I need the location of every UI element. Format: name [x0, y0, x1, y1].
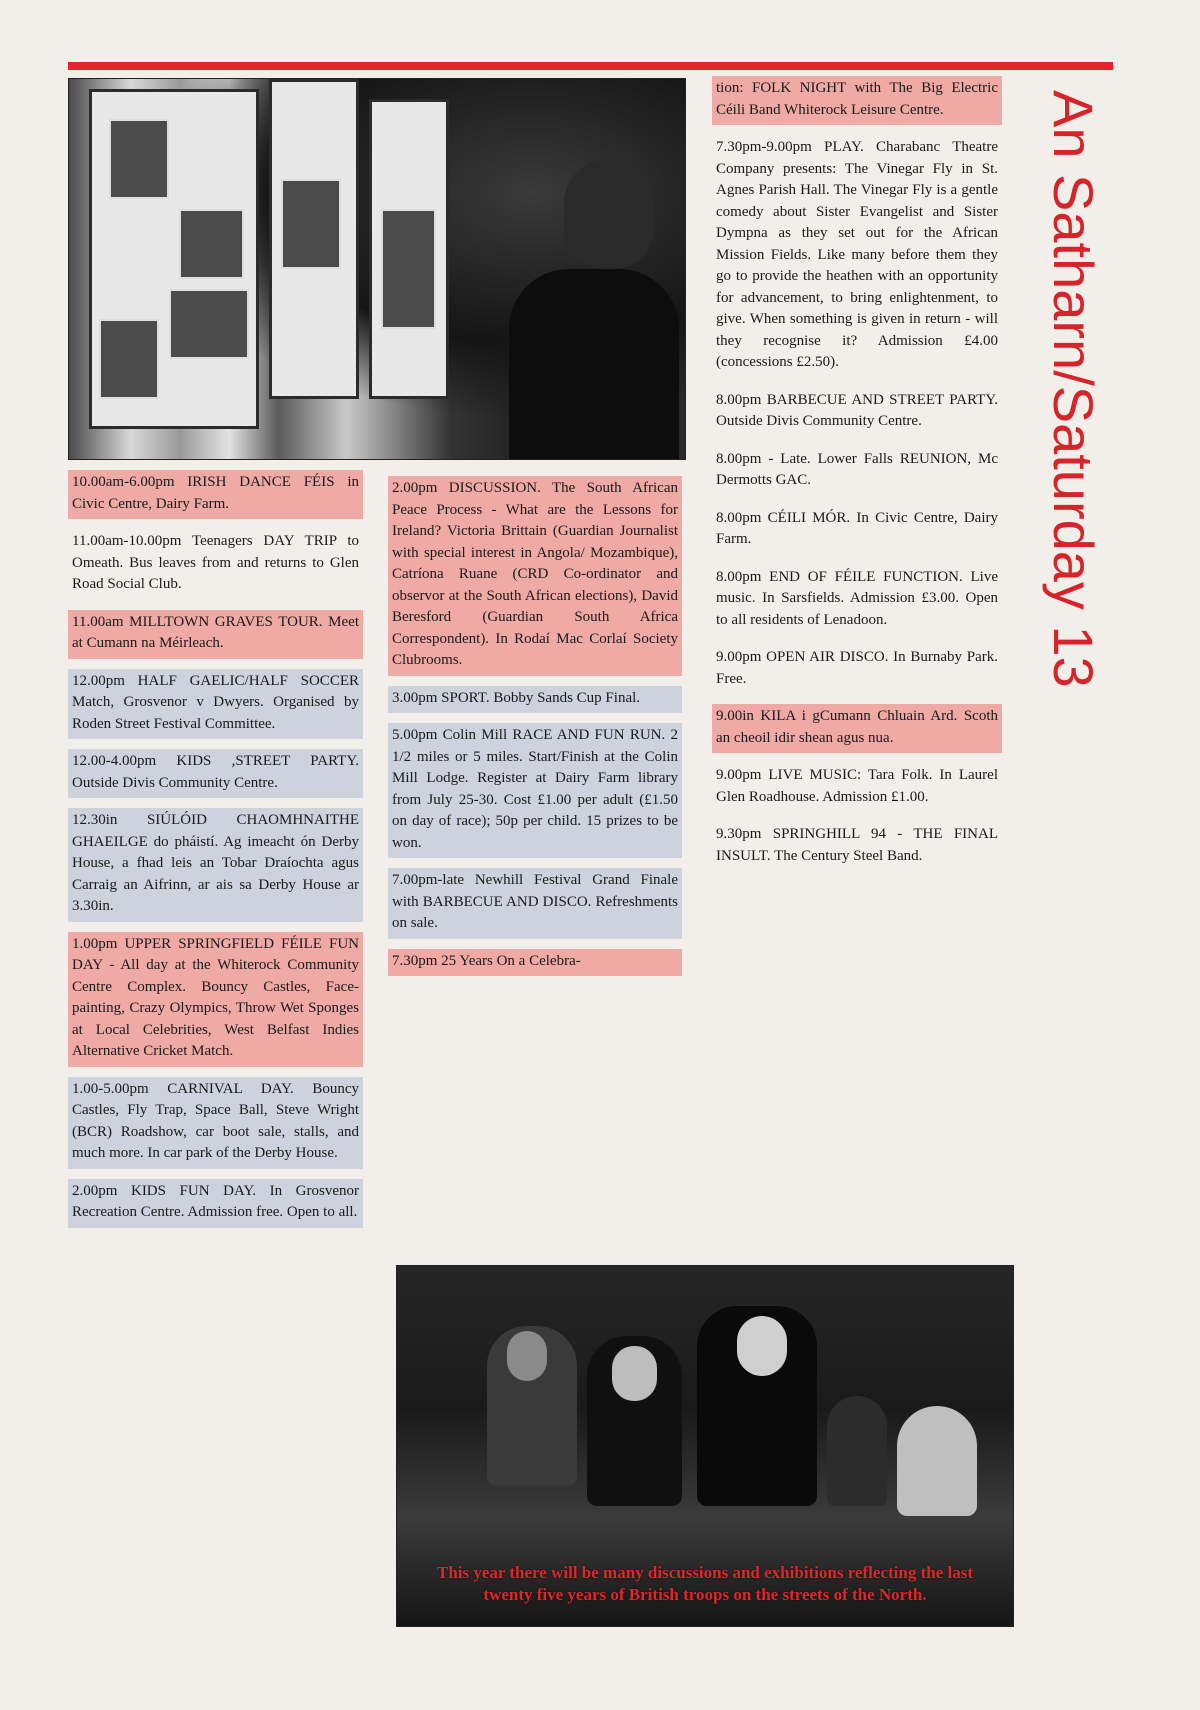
- listing-entry: 5.00pm Colin Mill RACE AND FUN RUN. 2 1/2 miles or 5 miles. Start/Finish at the Colin Mill Lodge. Register at Dairy Farm library from July 25-30. Cost £1.00 per adult (£1.50 on day of race); 50p per child. 15 prizes to be won.: [388, 723, 682, 858]
- audience-photo: [396, 1265, 1014, 1627]
- listing-entry: tion: FOLK NIGHT with The Big Electric Céili Band Whiterock Leisure Centre.: [712, 76, 1002, 125]
- column-middle: [388, 476, 682, 986]
- listing-entry: 12.30in SIÚLÓID CHAOMHNAITHE GHAEILGE do pháistí. Ag imeacht ón Derby House, a fhad leis an Tobar Draíochta agus Carraig an Aifrinn, ar ais sa Derby House ar 3.30in.: [68, 808, 363, 922]
- exhibition-photo: [68, 78, 686, 460]
- listing-entry: 7.30pm 25 Years On a Celebra-: [388, 949, 682, 977]
- top-red-rule: [68, 62, 1113, 70]
- listing-entry: 10.00am-6.00pm IRISH DANCE FÉIS in Civic Centre, Dairy Farm.: [68, 470, 363, 519]
- listing-entry: 9.00pm OPEN AIR DISCO. In Burnaby Park. Free.: [716, 649, 998, 687]
- photo-caption: This year there will be many discussions and exhibitions reflecting the last twenty five years of British troops on the streets of the North.: [436, 1563, 973, 1604]
- listing-entry: 11.00am MILLTOWN GRAVES TOUR. Meet at Cumann na Méirleach.: [68, 610, 363, 659]
- listing-entry: 7.30pm-9.00pm PLAY. Charabanc Theatre Company presents: The Vinegar Fly in St. Agnes Parish Hall. The Vinegar Fly is a gentle comedy about Sister Evangelist and Sister Dympna as they set out for the African Mission Fields. Like many before them they go to provide the heathen with an opportunity for advancement, to bring enlightenment, to give. When something is given in return - will they recognise it? Admission £4.00 (concessions £2.50).: [716, 139, 998, 370]
- day-title: [1038, 90, 1108, 910]
- listing-entry: 3.00pm SPORT. Bobby Sands Cup Final.: [388, 686, 682, 714]
- listing-entry: 8.00pm BARBECUE AND STREET PARTY. Outside Divis Community Centre.: [716, 391, 998, 429]
- listing-entry: 7.00pm-late Newhill Festival Grand Finale with BARBECUE AND DISCO. Refreshments on sale.: [388, 868, 682, 939]
- listing-entry: 11.00am-10.00pm Teenagers DAY TRIP to Omeath. Bus leaves from and returns to Glen Road Social Club.: [72, 533, 359, 592]
- day-title-text: An Satharn/Saturday 13: [1042, 90, 1105, 688]
- listing-entry: 8.00pm - Late. Lower Falls REUNION, Mc Dermotts GAC.: [716, 450, 998, 488]
- listing-entry: 9.00in KILA i gCumann Chluain Ard. Scoth an cheoil idir shean agus nua.: [712, 704, 1002, 753]
- listing-entry: 12.00-4.00pm KIDS ,STREET PARTY. Outside Divis Community Centre.: [68, 749, 363, 798]
- listing-entry: 9.00pm LIVE MUSIC: Tara Folk. In Laurel Glen Roadhouse. Admission £1.00.: [716, 767, 998, 805]
- listing-entry: 1.00-5.00pm CARNIVAL DAY. Bouncy Castles, Fly Trap, Space Ball, Steve Wright (BCR) Roadshow, car boot sale, stalls, and much more. In car park of the Derby House.: [68, 1077, 363, 1169]
- listing-entry: 2.00pm DISCUSSION. The South African Peace Process - What are the Lessons for Ireland? Victoria Brittain (Guardian Journalist with special interest in Angola/ Mozambique), Catríona Ruane (CRD Co-ordinator and observor at the South African elections), David Beresford (Guardian South Africa Correspondent). In Rodaí Mac Corlaí Society Clubrooms.: [388, 476, 682, 676]
- column-right: [712, 76, 1002, 881]
- listing-entry: 8.00pm CÉILI MÓR. In Civic Centre, Dairy Farm.: [716, 509, 998, 547]
- listing-entry: 2.00pm KIDS FUN DAY. In Grosvenor Recreation Centre. Admission free. Open to all.: [68, 1179, 363, 1228]
- listing-entry: 1.00pm UPPER SPRINGFIELD FÉILE FUN DAY - All day at the Whiterock Community Centre Complex. Bouncy Castles, Face-painting, Crazy Olympics, Throw Wet Sponges at Local Celebrities, West Belfast Indies Alternative Cricket Match.: [68, 932, 363, 1067]
- listing-entry: 12.00pm HALF GAELIC/HALF SOCCER Match, Grosvenor v Dwyers. Organised by Roden Street Festival Committee.: [68, 669, 363, 740]
- listing-entry: 9.30pm SPRINGHILL 94 - THE FINAL INSULT. The Century Steel Band.: [716, 826, 998, 864]
- listing-entry: 8.00pm END OF FÉILE FUNCTION. Live music. In Sarsfields. Admission £3.00. Open to all residents of Lenadoon.: [716, 568, 998, 628]
- column-left: [68, 470, 363, 1238]
